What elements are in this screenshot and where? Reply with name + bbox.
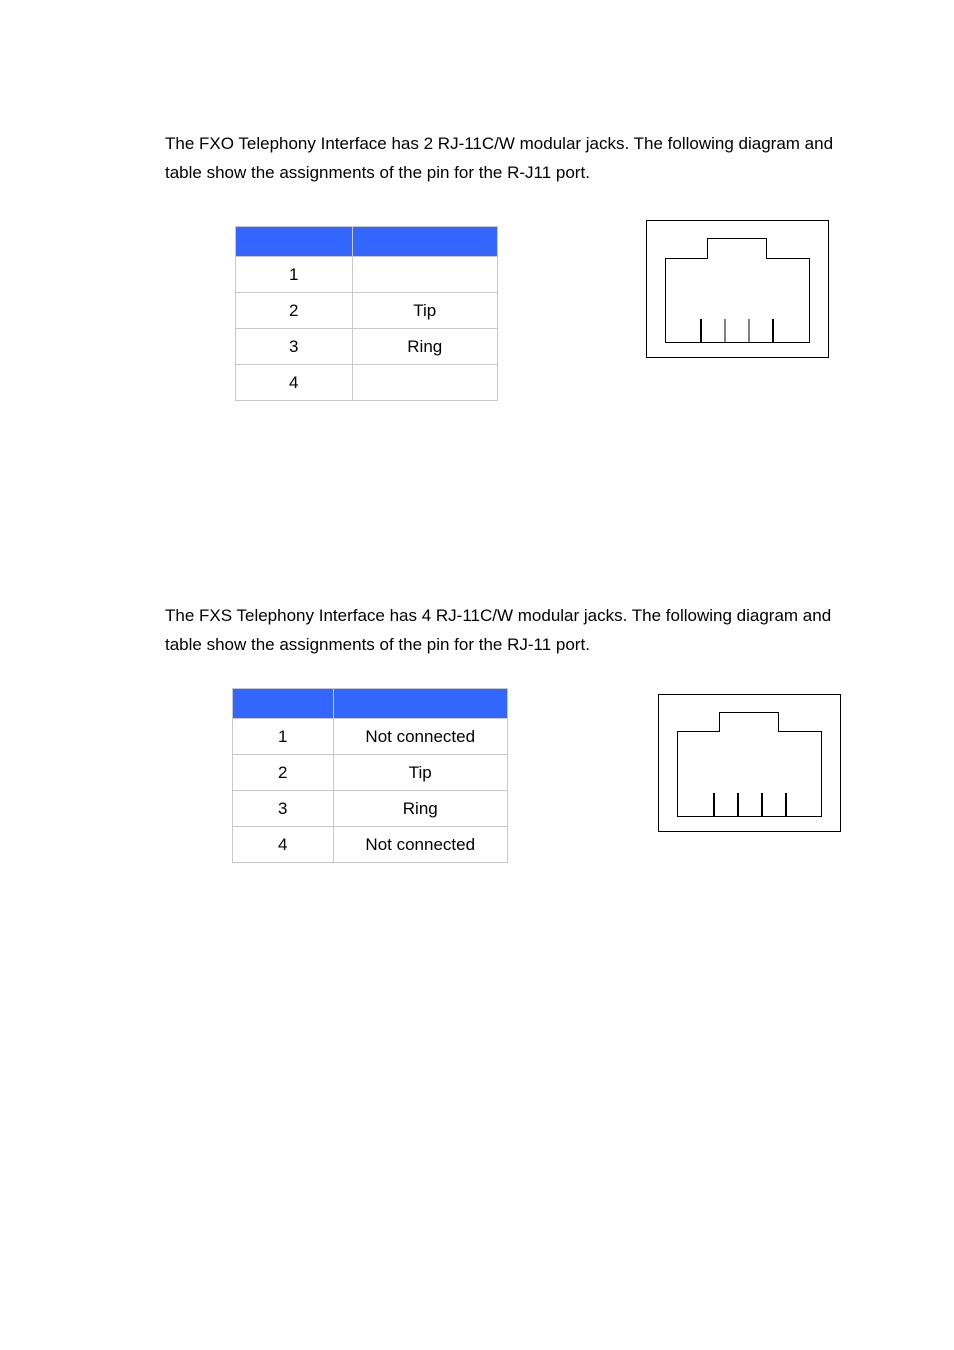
table-row: [236, 257, 498, 293]
table-row: [233, 719, 508, 755]
pin-number-cell: 4: [236, 365, 353, 401]
fxo-paragraph-line-2: table show the assignments of the pin for the R-J11 port.: [165, 162, 590, 182]
fxs-rj11-jack-diagram: [658, 694, 842, 833]
signal-cell: Ring: [352, 329, 498, 365]
jack-outer-frame: [659, 695, 841, 832]
signal-cell: [352, 365, 498, 401]
fxs-paragraph: [165, 602, 875, 659]
table-row: [236, 293, 498, 329]
pin-number-cell: 1: [233, 719, 334, 755]
fxo-paragraph-line-1: The FXO Telephony Interface has 2 RJ-11C/W modular jacks. The following diagram and: [165, 134, 834, 153]
table-row: [233, 755, 508, 791]
signal-cell: Tip: [352, 293, 498, 329]
pin-number-cell: 2: [236, 293, 353, 329]
jack-socket-outline: [678, 713, 822, 817]
table-header-cell: [236, 227, 353, 257]
fxo-rj11-jack-diagram: [646, 220, 830, 359]
signal-cell: Not connected: [333, 719, 508, 755]
pin-number-cell: 4: [233, 827, 334, 863]
signal-cell: [352, 257, 498, 293]
jack-outer-frame: [647, 221, 829, 358]
pin-number-cell: 3: [233, 791, 334, 827]
pin-number-cell: 3: [236, 329, 353, 365]
table-row: [236, 365, 498, 401]
fxo-paragraph: [165, 130, 875, 187]
table-header-row: [233, 689, 508, 719]
table-header-cell: [352, 227, 498, 257]
signal-cell: Not connected: [333, 827, 508, 863]
table-row: [236, 329, 498, 365]
signal-cell: Tip: [333, 755, 508, 791]
fxs-paragraph-line-2: table show the assignments of the pin for the RJ-11 port.: [165, 634, 590, 654]
pin-number-cell: 1: [236, 257, 353, 293]
table-header-cell: [233, 689, 334, 719]
table-header-cell: [333, 689, 508, 719]
jack-socket-outline: [666, 239, 810, 343]
fxo-pin-table: [235, 226, 498, 401]
table-header-row: [236, 227, 498, 257]
fxs-paragraph-line-1: The FXS Telephony Interface has 4 RJ-11C/W modular jacks. The following diagram and: [165, 606, 832, 625]
table-row: [233, 827, 508, 863]
fxs-pin-table: [232, 688, 508, 863]
signal-cell: Ring: [333, 791, 508, 827]
pin-number-cell: 2: [233, 755, 334, 791]
table-row: [233, 791, 508, 827]
